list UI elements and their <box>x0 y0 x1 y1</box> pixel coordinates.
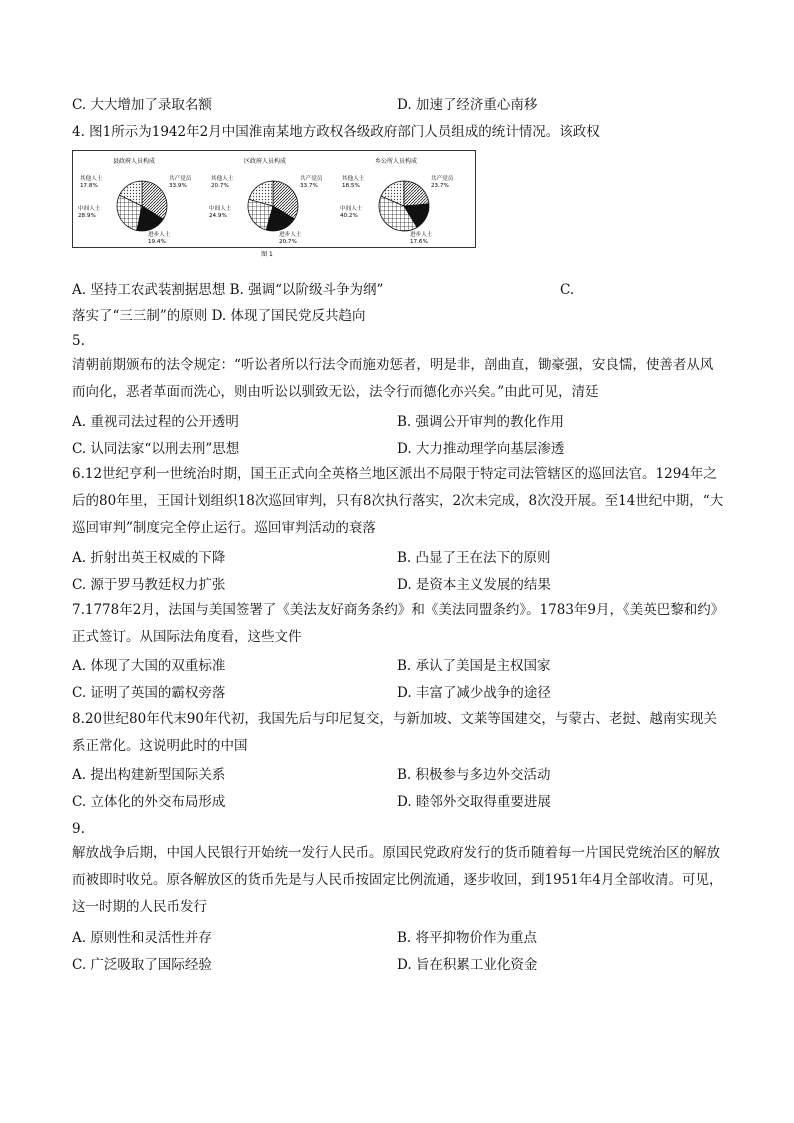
pie-1-label-4: 其他人士 <box>80 176 103 182</box>
pie-3-label-3: 中间人士 <box>340 206 363 212</box>
q7-option-a: A. 体现了大国的双重标准 <box>72 658 226 674</box>
q5-number: 5. <box>72 333 85 349</box>
pie-3-value-1: 23.7% <box>431 183 449 189</box>
pie-1-label-3: 中间人士 <box>78 206 101 212</box>
q9-option-c: C. 广泛吸取了国际经验 <box>72 957 212 973</box>
pie-2-label-4: 其他人士 <box>211 176 234 182</box>
pie-2-label-1: 共产党员 <box>300 176 323 182</box>
q8-option-b: B. 积极参与多边外交活动 <box>397 767 551 783</box>
q9-option-b: B. 将平抑物价作为重点 <box>397 930 538 946</box>
pie-3-label-1: 共产党员 <box>431 176 454 182</box>
q6-option-b: B. 凸显了王在法下的原则 <box>397 550 551 566</box>
q7-stem: 7.1778年2月，法国与美国签署了《美法友好商务条约》和《美法同盟条约》。1783年9月，《美英巴黎和约》正式签订。从国际法角度看，这些文件 <box>72 602 718 646</box>
q7-option-b: B. 承认了美国是主权国家 <box>397 658 551 674</box>
q4-option-c-label: C. <box>560 282 575 298</box>
q6-stem: 6.12世纪亨利一世统治时期，国王正式向全英格兰地区派出不局限于特定司法管辖区的巡回法官。1294年之后的80年里，王国计划组织18次巡回审判，只有8次执行落实，2次未完成，8次没开展。至14世纪中期，“大巡回审判”制度完全停止运行。巡回审判活动的衰落 <box>72 466 724 537</box>
pie-1-value-2: 19.4% <box>148 239 166 245</box>
q7-option-d: D. 丰富了减少战争的途径 <box>397 685 551 701</box>
pie-3-value-4: 18.5% <box>342 183 360 189</box>
pie-1-value-1: 33.9% <box>169 183 187 189</box>
q9-stem: 解放战争后期，中国人民银行开始统一发行人民币。原国民党政府发行的货币随着每一片国民党统治区的解放而被即时收兑。原各解放区的货币先是与人民币按固定比例流通，逐步收回，到1951年4月全部收清。可见，这一时期的人民币发行 <box>72 845 723 916</box>
q8-option-c: C. 立体化的外交布局形成 <box>72 794 226 810</box>
q4-figure-pie-charts <box>72 150 476 258</box>
pie-2-label-3: 中间人士 <box>209 206 232 212</box>
option-c-prev: C. 大大增加了录取名额 <box>72 97 212 113</box>
option-d-prev: D. 加速了经济重心南移 <box>397 97 538 113</box>
q8-stem: 8.20世纪80年代末90年代初，我国先后与印尼复交，与新加坡、文莱等国建交，与蒙古、老挝、越南实现关系正常化。这说明此时的中国 <box>72 711 717 755</box>
q7-option-c: C. 证明了英国的霸权旁落 <box>72 685 226 701</box>
pie-2-value-3: 24.9% <box>209 213 227 219</box>
q5-option-d: D. 大力推动理学向基层渗透 <box>397 441 565 457</box>
pie-3-value-3: 40.2% <box>340 213 358 219</box>
figure-caption: 图 1 <box>261 251 273 258</box>
q6-option-c: C. 源于罗马教廷权力扩张 <box>72 577 226 593</box>
pie-title-1: 县政府人员构成 <box>112 158 156 165</box>
pie-3-value-2: 17.6% <box>410 239 428 245</box>
q6-option-d: D. 是资本主义发展的结果 <box>397 577 551 593</box>
pie-1-label-2: 进步人士 <box>148 232 171 238</box>
q5-option-c: C. 认同法家“以刑去刑”思想 <box>72 441 240 457</box>
pie-2-value-2: 20.7% <box>279 239 297 245</box>
q6-option-a: A. 折射出英王权威的下降 <box>72 550 226 566</box>
q4-options-ab: A. 坚持工农武装割据思想 B. 强调“以阶级斗争为纲” <box>72 282 384 298</box>
pie-1-label-1: 共产党员 <box>169 176 192 182</box>
q5-stem: 清朝前期颁布的法令规定：“听讼者所以行法令而施劝惩者，明是非，剖曲直，锄豪强，安良懦，使善者从风而向化，恶者革面而洗心，则由听讼以驯致无讼，法令行而德化亦兴矣。”由此可见，清廷 <box>72 357 714 401</box>
q9-number: 9. <box>72 821 85 837</box>
pie-2-value-4: 20.7% <box>211 183 229 189</box>
q9-option-a: A. 原则性和灵活性并存 <box>72 930 212 946</box>
pie-3-label-4: 其他人士 <box>342 176 365 182</box>
q5-option-a: A. 重视司法过程的公开透明 <box>72 414 239 430</box>
pie-1-value-3: 28.9% <box>78 213 96 219</box>
pie-title-3: 乡公所人员构成 <box>374 158 418 165</box>
pie-1-value-4: 17.8% <box>80 183 98 189</box>
q8-option-a: A. 提出构建新型国际关系 <box>72 767 226 783</box>
pie-title-2: 区政府人员构成 <box>243 158 287 165</box>
q4-stem: 4. 图1所示为1942年2月中国淮南某地方政权各级政府部门人员组成的统计情况。该政权 <box>72 124 600 140</box>
pie-2-label-2: 进步人士 <box>279 232 302 238</box>
q8-option-d: D. 睦邻外交取得重要进展 <box>397 794 551 810</box>
q5-option-b: B. 强调公开审判的教化作用 <box>397 414 565 430</box>
q4-options-cd: 落实了“三三制”的原则 D. 体现了国民党反共趋向 <box>72 308 366 324</box>
pie-2-value-1: 33.7% <box>300 183 318 189</box>
pie-3-label-2: 进步人士 <box>410 232 433 238</box>
q9-option-d: D. 旨在积累工业化资金 <box>397 957 538 973</box>
